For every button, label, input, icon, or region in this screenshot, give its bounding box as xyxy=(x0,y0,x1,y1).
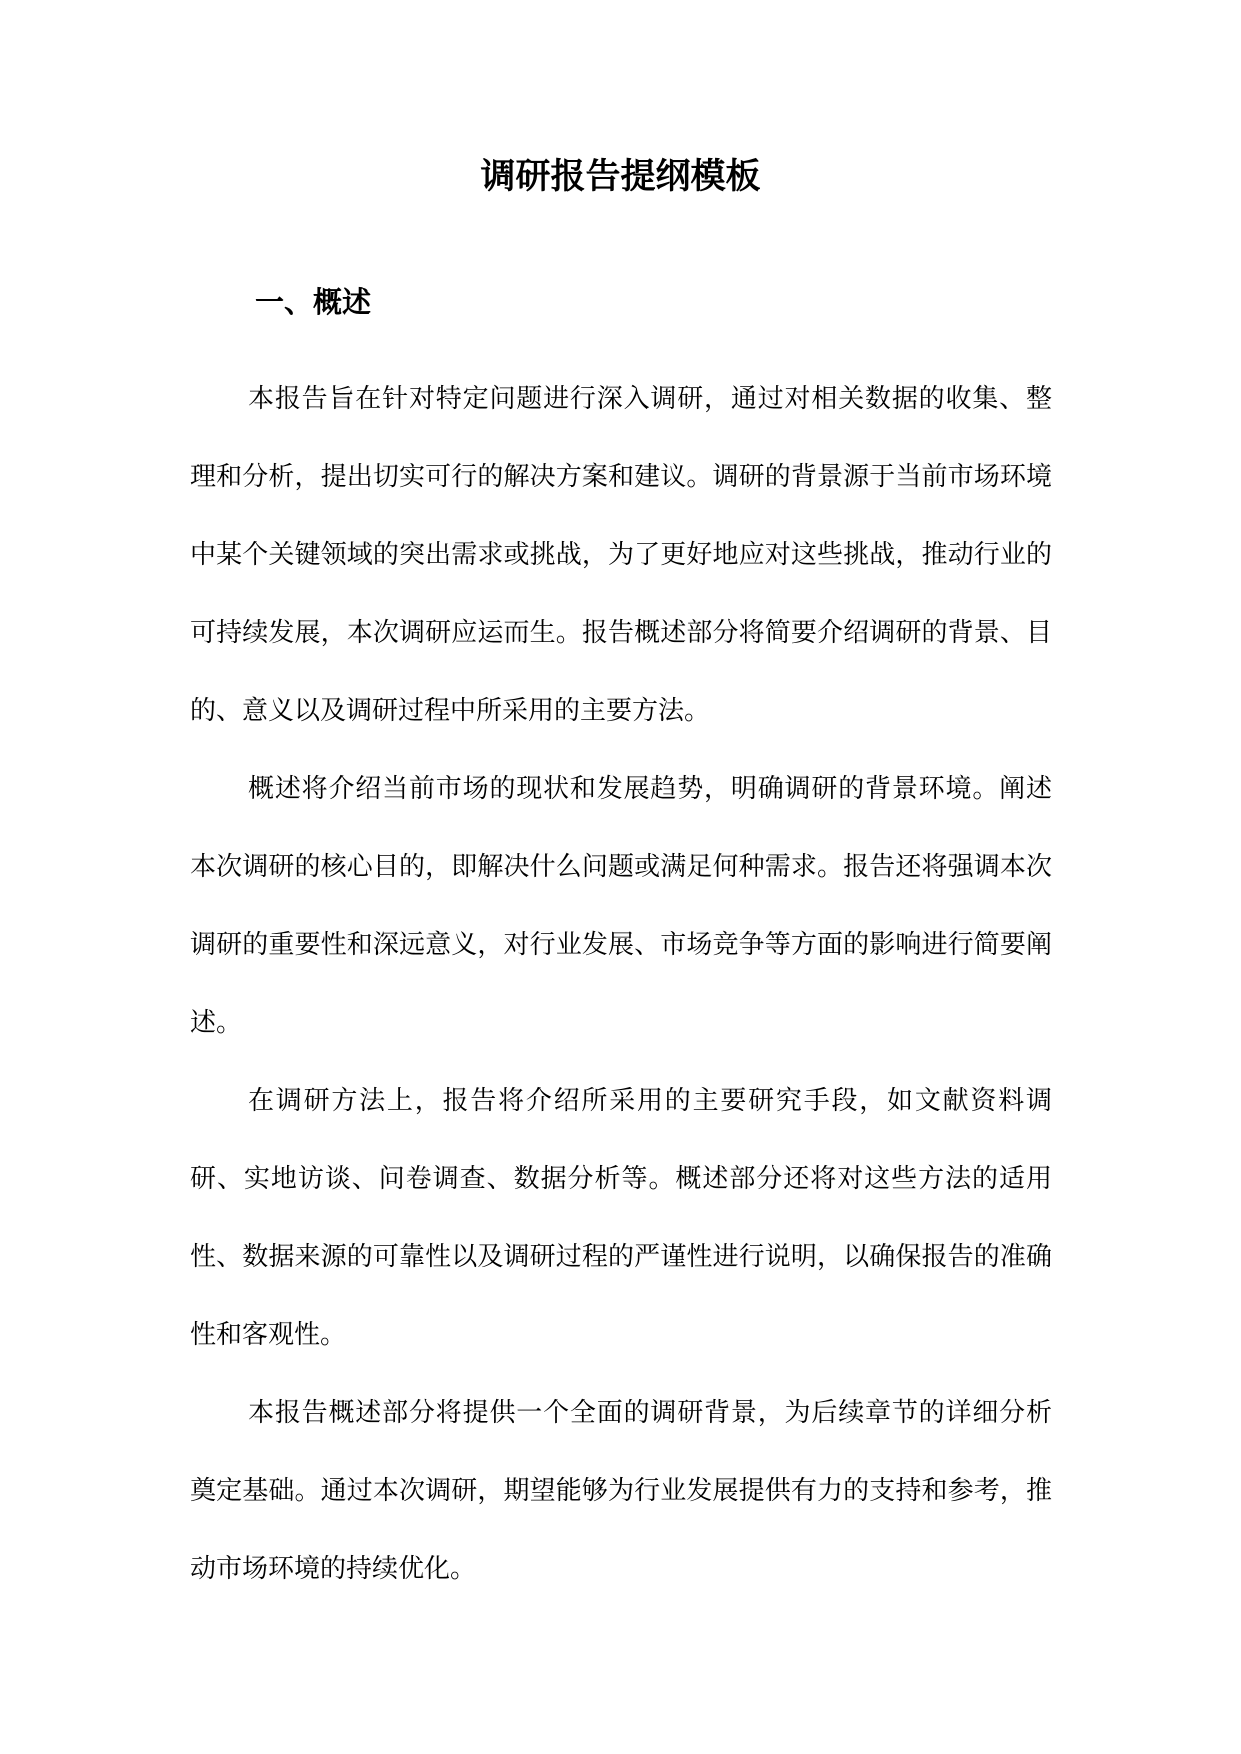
document-title: 调研报告提纲模板 xyxy=(480,157,761,197)
paragraph-3: 在调研方法上，报告将介绍所采用的主要研究手段，如文献资料调研、实地访谈、问卷调查、数据分析等。概述部分还将对这些方法的适用性、数据来源的可靠性以及调研过程的严谨性进行说明，以确保报告的准确性和客观性。 xyxy=(190,1086,1052,1350)
paragraph-1: 本报告旨在针对特定问题进行深入调研，通过对相关数据的收集、整理和分析，提出切实可行的解决方案和建议。调研的背景源于当前市场环境中某个关键领域的突出需求或挑战，为了更好地应对这些挑战，推动行业的可持续发展，本次调研应运而生。报告概述部分将简要介绍调研的背景、目的、意义以及调研过程中所采用的主要方法。 xyxy=(190,384,1052,726)
paragraph-2: 概述将介绍当前市场的现状和发展趋势，明确调研的背景环境。阐述本次调研的核心目的，即解决什么问题或满足何种需求。报告还将强调本次调研的重要性和深远意义，对行业发展、市场竞争等方面的影响进行简要阐述。 xyxy=(190,774,1052,1038)
paragraph-4: 本报告概述部分将提供一个全面的调研背景，为后续章节的详细分析奠定基础。通过本次调研，期望能够为行业发展提供有力的支持和参考，推动市场环境的持续优化。 xyxy=(190,1398,1052,1584)
section-heading-overview: 一、概述 xyxy=(255,285,372,319)
section-body xyxy=(190,360,1052,1608)
